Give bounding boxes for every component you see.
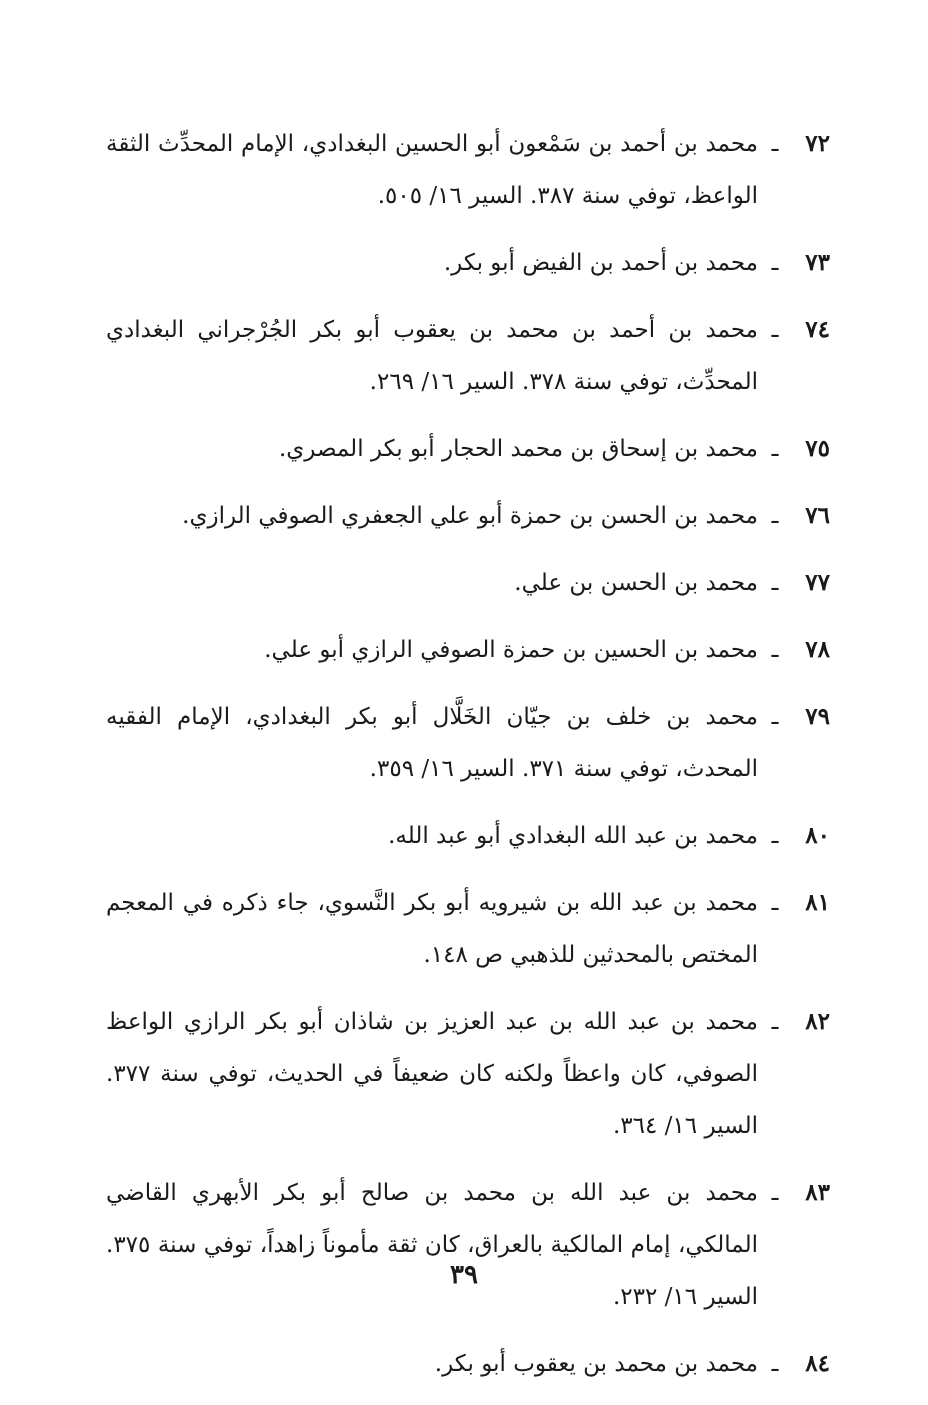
- entry-83: [106, 1167, 830, 1323]
- entry-number: ٨٢: [805, 1008, 830, 1035]
- entry-dash: ـ: [771, 503, 779, 529]
- entry-82: [106, 996, 830, 1152]
- entry-dash: ـ: [771, 1351, 779, 1377]
- entry-text: محمد بن عبد الله بن محمد بن صالح أبو بكر الأبهري القاضي المالكي، إمام المالكية بالعراق، كان ثقة مأموناً زاهداً، توفي سنة ٣٧٥. السير ١٦/ ٢٣٢.: [106, 1180, 758, 1310]
- entries-list: [106, 118, 830, 1405]
- entry-76: [106, 490, 830, 542]
- entry-text: محمد بن أحمد بن الفيض أبو بكر.: [443, 250, 758, 276]
- entry-72: [106, 118, 830, 222]
- entry-number: ٧٧: [805, 569, 830, 596]
- entry-dash: ـ: [771, 131, 779, 157]
- entry-dash: ـ: [771, 890, 779, 916]
- entry-text: محمد بن عبد الله بن عبد العزيز بن شاذان أبو بكر الرازي الواعظ الصوفي، كان واعظاً ولكنه كان ضعيفاً في الحديث، توفي سنة ٣٧٧. السير ١٦/ ٣٦٤.: [106, 1009, 758, 1139]
- entry-text: محمد بن عبد الله بن شيرويه أبو بكر النَّسوي، جاء ذكره في المعجم المختص بالمحدثين للذهبي ص ١٤٨.: [106, 890, 758, 968]
- entry-84: [106, 1338, 830, 1390]
- entry-78: [106, 624, 830, 676]
- entry-79: [106, 691, 830, 795]
- entry-dash: ـ: [771, 637, 779, 663]
- entry-number: ٧٤: [805, 316, 830, 343]
- entry-dash: ـ: [771, 317, 779, 343]
- entry-text: محمد بن الحسن بن علي.: [514, 570, 758, 596]
- entry-number: ٨٠: [805, 822, 830, 849]
- entry-text: محمد بن أحمد بن محمد بن يعقوب أبو بكر الجُرْجراني البغدادي المحدِّث، توفي سنة ٣٧٨. السير ١٦/ ٢٦٩.: [106, 317, 759, 395]
- entry-dash: ـ: [771, 250, 779, 276]
- entry-dash: ـ: [771, 436, 779, 462]
- entry-text: محمد بن أحمد بن سَمْعون أبو الحسين البغدادي، الإمام المحدِّث الثقة الواعظ، توفي سنة ٣٨٧. السير ١٦/ ٥٠٥.: [106, 131, 758, 209]
- entry-text: محمد بن محمد بن يعقوب أبو بكر.: [434, 1351, 758, 1377]
- entry-75: [106, 423, 830, 475]
- entry-dash: ـ: [771, 1009, 779, 1035]
- entry-number: ٧٦: [805, 502, 830, 529]
- entry-73: [106, 237, 830, 289]
- entry-text: محمد بن إسحاق بن محمد الحجار أبو بكر المصري.: [278, 436, 758, 462]
- entry-text: محمد بن خلف بن جيّان الخَلَّال أبو بكر البغدادي، الإمام الفقيه المحدث، توفي سنة ٣٧١. السير ١٦/ ٣٥٩.: [106, 704, 758, 782]
- entry-number: ٧٨: [805, 636, 830, 663]
- entry-number: ٨٣: [805, 1179, 830, 1206]
- entry-dash: ـ: [771, 704, 779, 730]
- entry-text: محمد بن الحسن بن حمزة أبو علي الجعفري الصوفي الرازي.: [182, 503, 758, 529]
- entry-81: [106, 877, 830, 981]
- entry-dash: ـ: [771, 1180, 779, 1206]
- entry-dash: ـ: [771, 823, 779, 849]
- entry-77: [106, 557, 830, 609]
- entry-number: ٨١: [805, 889, 830, 916]
- entry-74: [106, 304, 830, 408]
- entry-number: ٧٣: [805, 249, 830, 276]
- entry-number: ٧٢: [805, 130, 830, 157]
- entry-number: ٨٤: [805, 1350, 830, 1377]
- entry-text: محمد بن الحسين بن حمزة الصوفي الرازي أبو علي.: [264, 637, 758, 663]
- page-number: ٣٩: [450, 1260, 478, 1290]
- entry-80: [106, 810, 830, 862]
- entry-dash: ـ: [771, 570, 779, 596]
- entry-text: محمد بن عبد الله البغدادي أبو عبد الله.: [388, 823, 758, 849]
- entry-number: ٧٥: [805, 435, 830, 462]
- entry-number: ٧٩: [805, 703, 830, 730]
